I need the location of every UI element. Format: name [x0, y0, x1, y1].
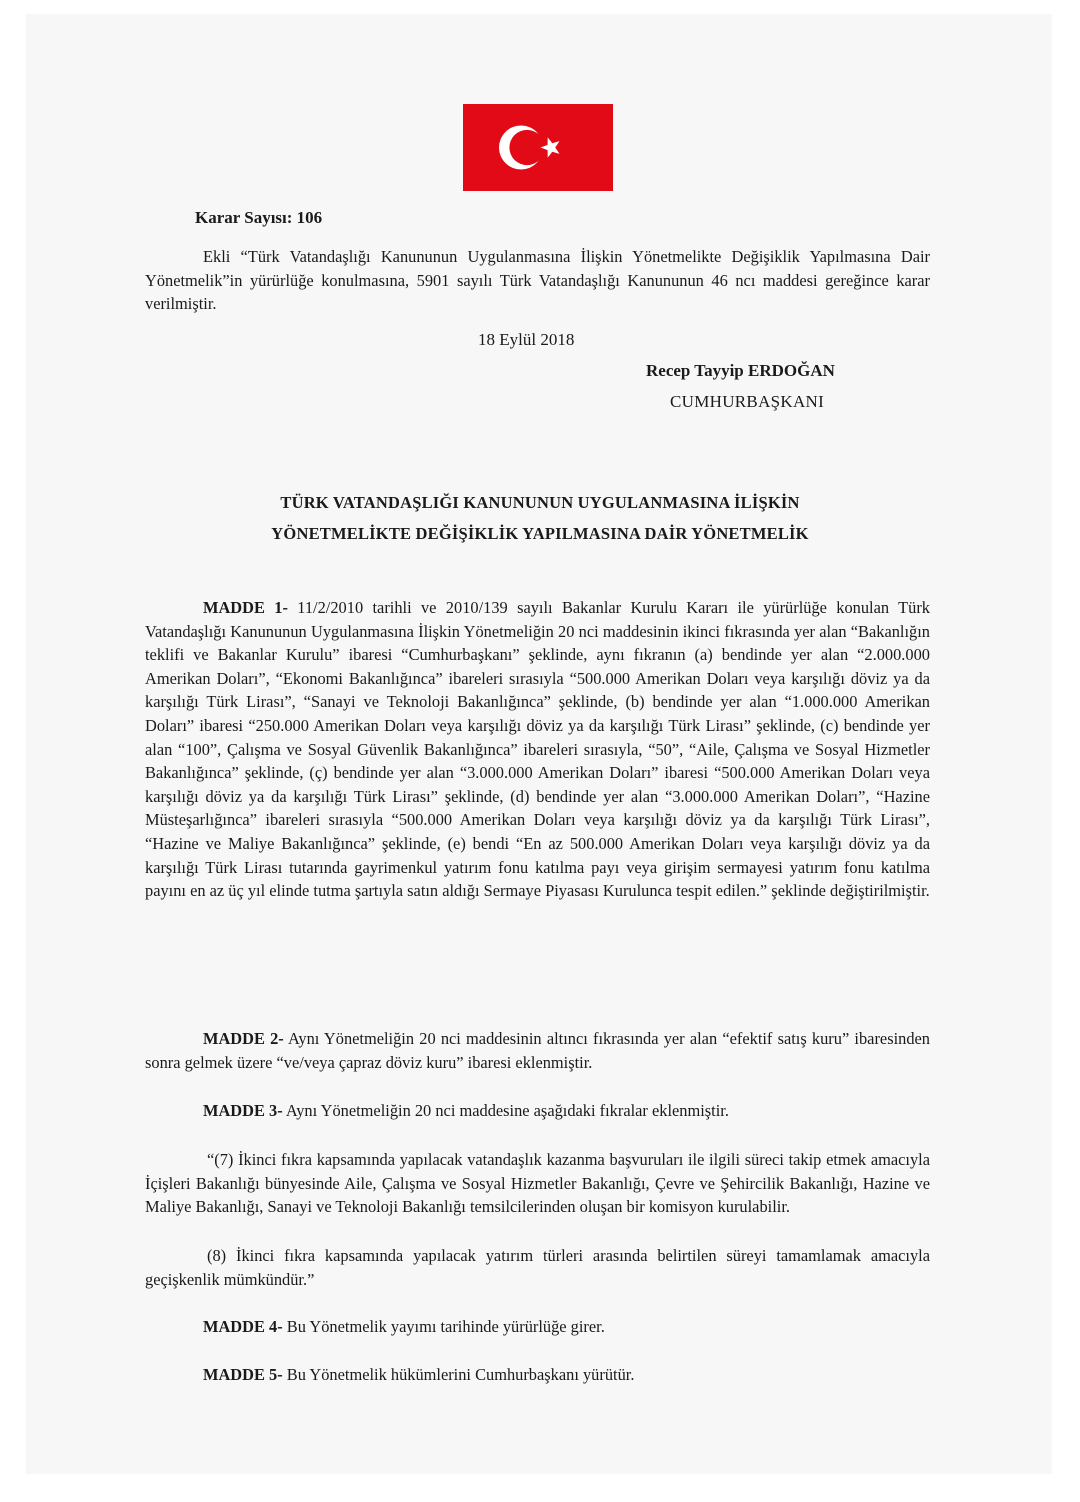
decision-date: 18 Eylül 2018 [478, 330, 575, 349]
article-4 [145, 1315, 930, 1339]
signer-title: CUMHURBAŞKANI [670, 392, 825, 411]
article-4-label: MADDE 4- [203, 1317, 283, 1336]
decision-number: Karar Sayısı: 106 [195, 208, 323, 227]
article-4-text: Bu Yönetmelik yayımı tarihinde yürürlüğe girer. [282, 1317, 605, 1336]
article-5 [145, 1363, 930, 1387]
article-2-text: Aynı Yönetmeliğin 20 nci maddesinin altıncı fıkrasında yer alan “efektif satış kuru” ibaresinden sonra gelmek üzere “ve/veya çapraz döviz kuru” ibaresi eklenmiştir. [145, 1029, 930, 1072]
turkish-flag-icon [463, 104, 613, 191]
regulation-title-line-2: YÖNETMELİKTE DEĞİŞİKLİK YAPILMASINA DAİR YÖNETMELİK [271, 524, 809, 543]
article-2 [145, 1027, 930, 1074]
article-3-text: Aynı Yönetmeliğin 20 nci maddesine aşağıdaki fıkralar eklenmiştir. [282, 1101, 729, 1120]
article-1-label: MADDE 1- [203, 598, 288, 617]
article-5-text: Bu Yönetmelik hükümlerini Cumhurbaşkanı yürütür. [282, 1365, 635, 1384]
article-3-label: MADDE 3- [203, 1101, 283, 1120]
article-2-label: MADDE 2- [203, 1029, 284, 1048]
article-1 [145, 596, 930, 903]
regulation-title-line-1: TÜRK VATANDAŞLIĞI KANUNUNUN UYGULANMASINA İLİŞKİN [280, 493, 800, 512]
article-3 [145, 1099, 930, 1123]
quoted-paragraph-7: “(7) İkinci fıkra kapsamında yapılacak vatandaşlık kazanma başvuruları ile ilgili süreci takip etmek amacıyla İçişleri Bakanlığı bünyesinde Aile, Çalışma ve Sosyal Hizmetler Bakanlığı, Çevre ve Şehircilik Bakanlığı, Hazine ve Maliye Bakanlığı, Sanayi ve Teknoloji Bakanlığı temsilcilerinden oluşan bir komisyon kurulabilir. [145, 1150, 930, 1217]
signer-name: Recep Tayyip ERDOĞAN [646, 361, 835, 380]
decision-intro: Ekli “Türk Vatandaşlığı Kanununun Uygulanmasına İlişkin Yönetmelikte Değişiklik Yapılmasına Dair Yönetmelik”in yürürlüğe konulmasına, 5901 sayılı Türk Vatandaşlığı Kanununun 46 ncı maddesi gereğince karar verilmiştir. [145, 247, 930, 314]
article-1-text: 11/2/2010 tarihli ve 2010/139 sayılı Bakanlar Kurulu Kararı ile yürürlüğe konulan Türk Vatandaşlığı Kanununun Uygulanmasına İlişkin Yönetmeliğin 20 nci maddesinin ikinci fıkrasında yer alan “Bakanlığın teklifi ve Bakanlar Kurulu” ibaresi “Cumhurbaşkanı” şeklinde, aynı fıkranın (a) bendinde yer alan “2.000.000 Amerikan Doları”, “Ekonomi Bakanlığınca” ibareleri sırasıyla “500.000 Amerikan Doları veya karşılığı döviz ya da karşılığı Türk Lirası”, “Sanayi ve Teknoloji Bakanlığınca” şeklinde, (b) bendinde yer alan “1.000.000 Amerikan Doları” ibaresi “250.000 Amerikan Doları veya karşılığı döviz ya da karşılığı Türk Lirası” şeklinde, (c) bendinde yer alan “100”, Çalışma ve Sosyal Güvenlik Bakanlığınca” ibareleri sırasıyla, “50”, “Aile, Çalışma ve Sosyal Hizmetler Bakanlığınca” şeklinde, (ç) bendinde yer alan “3.000.000 Amerikan Doları” ibaresi “500.000 Amerikan Doları veya karşılığı döviz ya da karşılığı Türk Lirası” şeklinde, (d) bendinde yer alan “3.000.000 Amerikan Doları”, “Hazine Müsteşarlığınca” ibareleri sırasıyla “500.000 Amerikan Doları veya karşılığı döviz ya da karşılığı Türk Lirası”, “Hazine ve Maliye Bakanlığınca” şeklinde, (e) bendi “En az 500.000 Amerikan Doları veya karşılığı döviz ya da karşılığı Türk Lirası tutarında gayrimenkul yatırım fonu katılma payı veya girişim sermayesi yatırım fonu katılma payını en az üç yıl elinde tutma şartıyla satın aldığı Sermaye Piyasası Kurulunca tespit edilen.” şeklinde değiştirilmiştir. [145, 598, 930, 901]
quoted-paragraph-8: (8) İkinci fıkra kapsamında yapılacak yatırım türleri arasında belirtilen süreyi tamamlamak amacıyla geçişkenlik mümkündür.” [145, 1246, 930, 1289]
article-5-label: MADDE 5- [203, 1365, 283, 1384]
